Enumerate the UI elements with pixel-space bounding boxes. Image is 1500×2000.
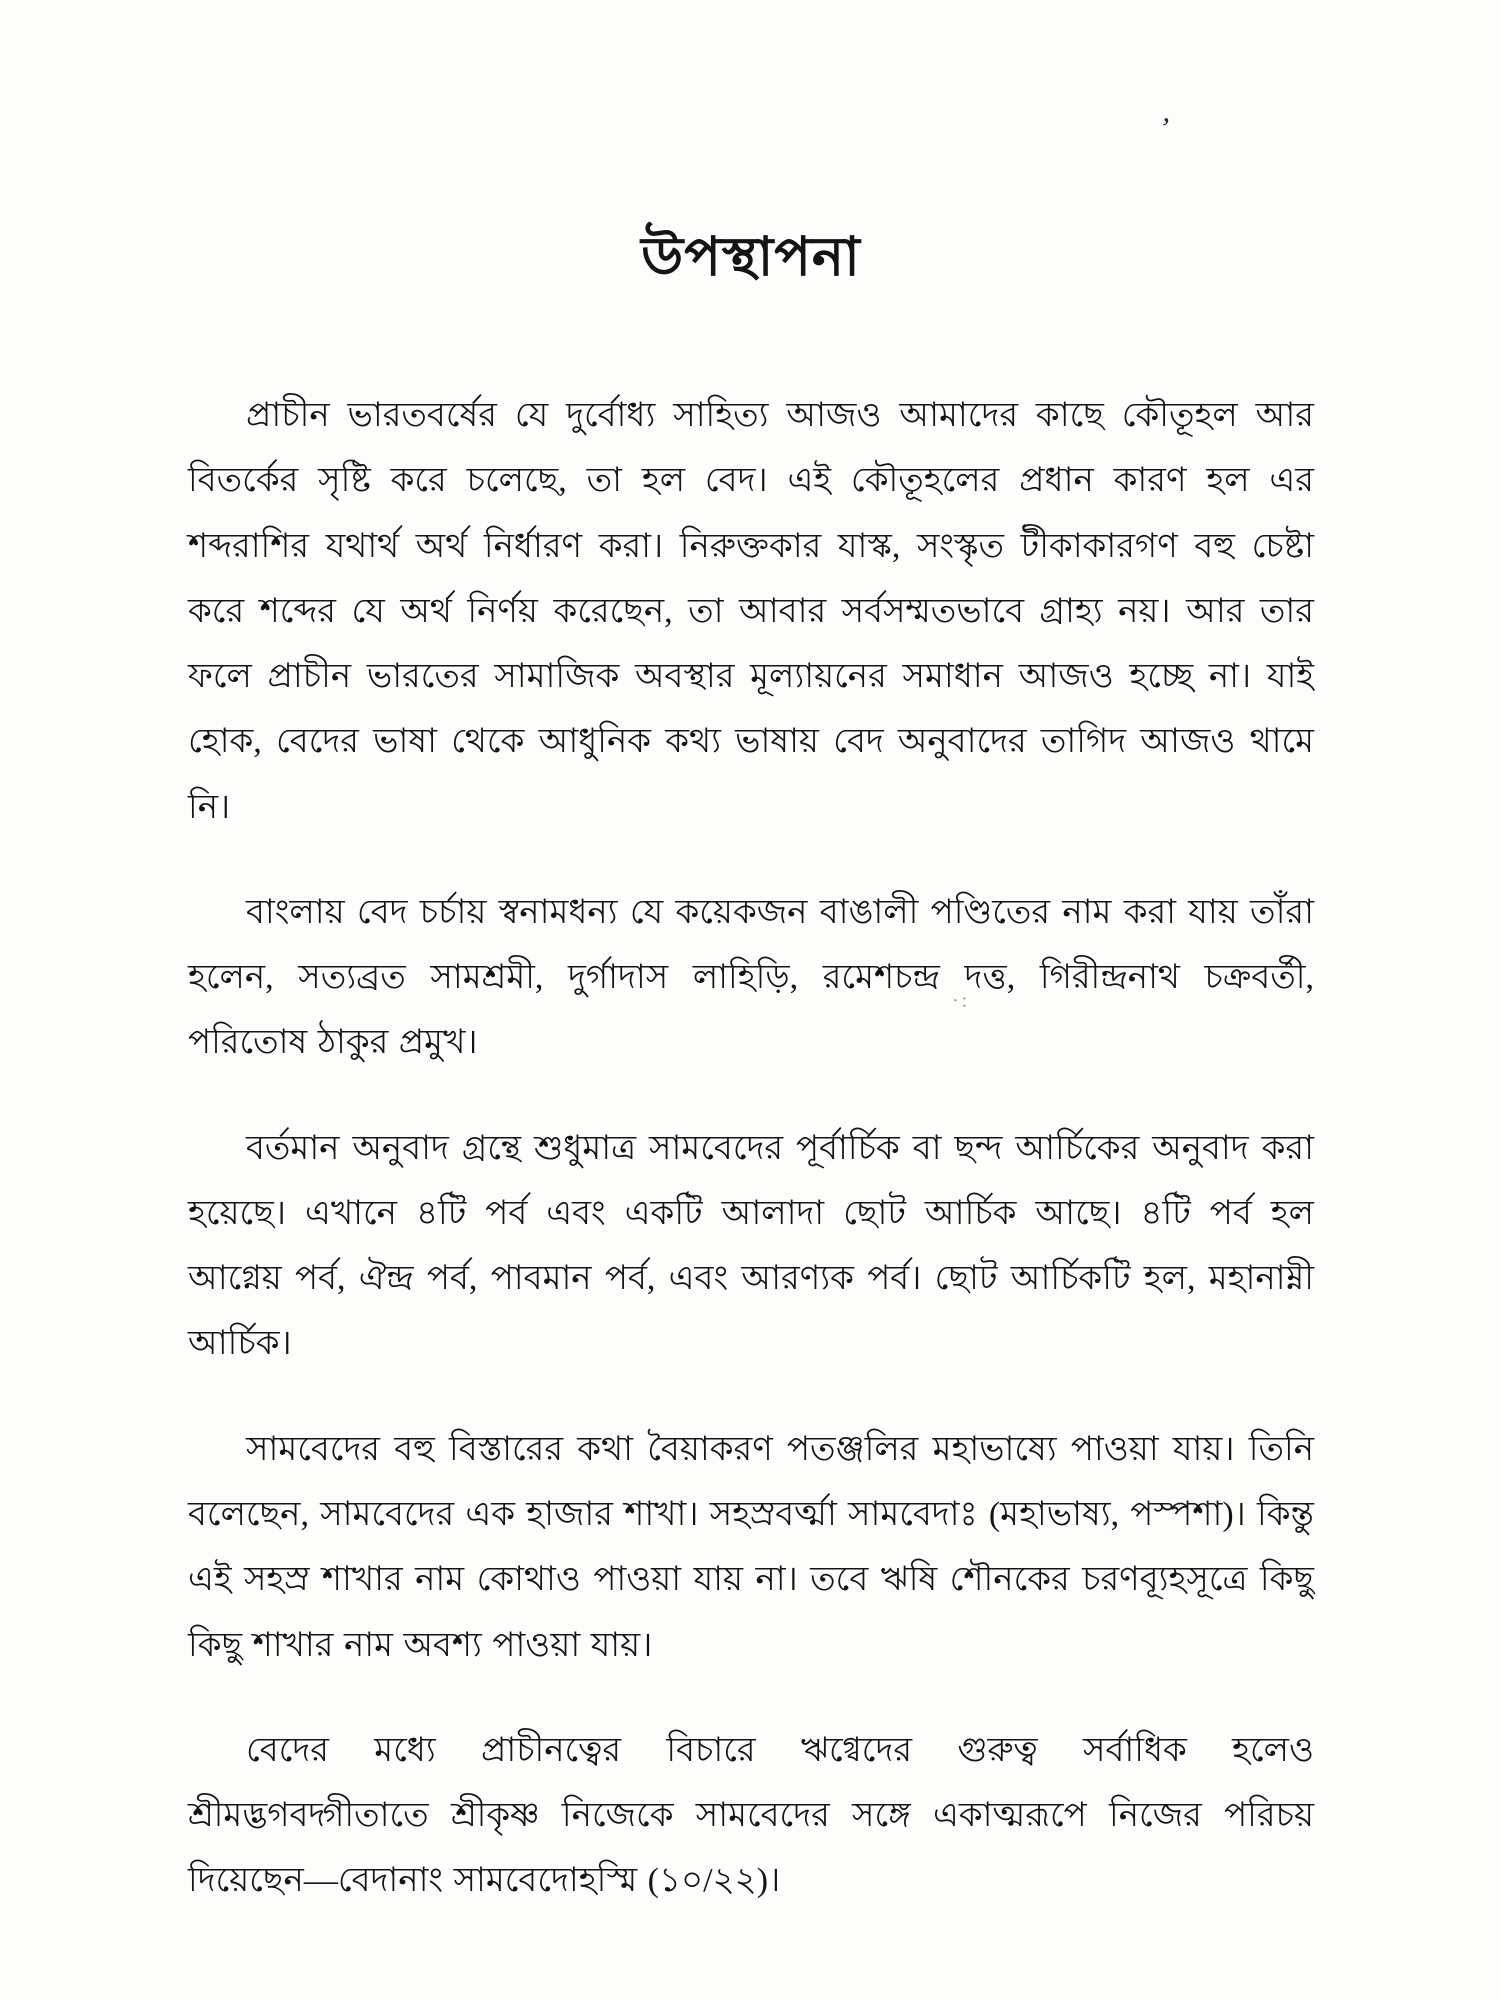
paragraph-4: সামবেদের বহু বিস্তারের কথা বৈয়াকরণ পতঞ্জলির মহাভাষ্যে পাওয়া যায়। তিনি বলেছেন, সামবেদের এক হাজার শাখা। সহস্রবর্ত্মা সামবেদাঃ (মহাভাষ্য, পস্পশা)। কিন্তু এই সহস্র শাখার নাম কোথাও পাওয়া যায় না। তবে ঋষি শৌনকের চরণব্যূহসূত্রে কিছু কিছু শাখার নাম অবশ্য পাওয়া যায়। — [188, 1430, 1314, 1664]
page-content — [188, 215, 1314, 1954]
paragraph-2: বাংলায় বেদ চর্চায় স্বনামধন্য যে কয়েকজন বাঙালী পণ্ডিতের নাম করা যায় তাঁরা হলেন, সত্যব্রত সামশ্রমী, দুর্গাদাস লাহিড়ি, রমেশচন্দ্র দত্ত, গিরীন্দ্রনাথ চক্রবর্তী, পরিতোষ ঠাকুর প্রমুখ। — [188, 893, 1314, 1062]
paragraph-5: বেদের মধ্যে প্রাচীনত্বের বিচারে ঋগ্বেদের গুরুত্ব সর্বাধিক হলেও শ্রীমদ্ভগবদ্গীতাতে শ্রীকৃষ্ণ নিজেকে সামবেদের সঙ্গে একাত্মরূপে নিজের পরিচয় দিয়েছেন—বেদানাং সামবেদোহস্মি (১০/২২)। — [188, 1731, 1314, 1900]
scan-artifact-mark: ’ — [1157, 111, 1173, 146]
paragraph-1: প্রাচীন ভারতবর্ষের যে দুর্বোধ্য সাহিত্য আজও আমাদের কাছে কৌতূহল আর বিতর্কের সৃষ্টি করে চলেছে, তা হল বেদ। এই কৌতূহলের প্রধান কারণ হল এর শব্দরাশির যথার্থ অর্থ নির্ধারণ করা। নিরুক্তকার যাস্ক, সংস্কৃত টীকাকারগণ বহু চেষ্টা করে শব্দের যে অর্থ নির্ণয় করেছেন, তা আবার সর্বসম্মতভাবে গ্রাহ্য নয়। আর তার ফলে প্রাচীন ভারতের সামাজিক অবস্থার মূল্যায়নের সমাধান আজও হচ্ছে না। যাই হোক, বেদের ভাষা থেকে আধুনিক কথ্য ভাষায় বেদ অনুবাদের তাগিদ আজও থামে নি। — [188, 397, 1314, 826]
paragraph-3: বর্তমান অনুবাদ গ্রন্থে শুধুমাত্র সামবেদের পূর্বার্চিক বা ছন্দ আর্চিকের অনুবাদ করা হয়েছে। এখানে ৪টি পর্ব এবং একটি আলাদা ছোট আর্চিক আছে। ৪টি পর্ব হল আগ্নেয় পর্ব, ঐন্দ্র পর্ব, পাবমান পর্ব, এবং আরণ্যক পর্ব। ছোট আর্চিকটি হল, মহানাম্নী আর্চিক। — [188, 1129, 1314, 1363]
page-title: উপস্থাপনা — [641, 227, 861, 287]
scan-artifact-dots: ·: — [952, 990, 971, 1012]
